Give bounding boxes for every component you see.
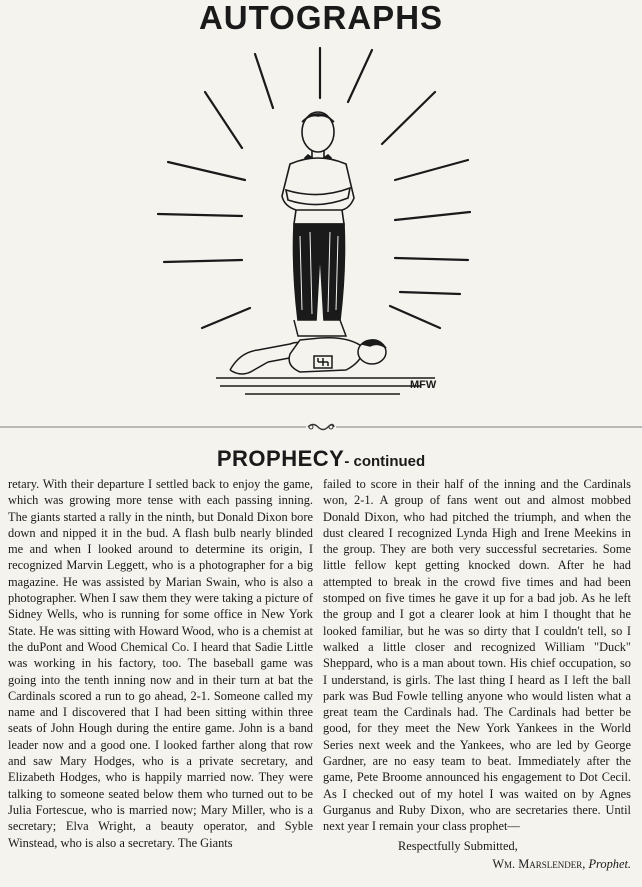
closing-block: [323, 838, 631, 873]
signer-role: Prophet.: [588, 856, 631, 871]
section-heading: [0, 446, 642, 472]
prophecy-column-right: [323, 476, 631, 872]
signer-name: Wm. Marslender,: [492, 856, 586, 871]
page-title: AUTOGRAPHS: [198, 0, 444, 36]
autograph-illustration: [150, 40, 480, 405]
section-title: PROPHECY: [216, 446, 345, 471]
lying-figure: [230, 320, 386, 374]
closing-line: Respectfully Submitted,: [398, 838, 518, 853]
artist-signature: MFW: [410, 379, 437, 391]
prophecy-text-right: failed to score in their half of the inning and the Cardinals won, 2-1. A group of fans went out and almost mobbed Donald Dixon, who had pitched the triumph, and when the dust cleared I recognized Lynda High and Irene Meekins in the group. They are both very successful secretaries. Some little fellow kept getting knocked down. After he had attempted to break in the crowd five times and had been stomped on five times he gave it up for a bad job. As he left the group and I got a clearer look at him I thought that he looked familiar, but he was so dirty that I couldn't tell, so I walked a little closer and recognized William "Duck" Sheppard, who is a man about town. His chief occupation, so I understand, is girls. The last thing I heard as I left the ball park was Bud Fowle telling anyone who would listen what a great team the Cardinals had. The Cardinals had better be good, for they meet the New York Yankees in the World Series next week and the Yankees, who are led by George Gardner, are no easy team to beat. Immediately after the game, Pete Broome announced his engagement to Dot Cecil. As I checked out of my hotel I was waited on by Agnes Gurganus and Ruby Dixon, who are secretaries there. Until next year I remain your class prophet—: [323, 477, 631, 834]
prophecy-text-left: retary. With their departure I settled back to enjoy the game, which was growing more tense with each passing inning. The giants started a rally in the ninth, but Donald Dixon bore down and nipped it in the bud. A flash bulb nearly blinded me and when I looked around to determine its origin, I recognized Marvin Leggett, who is a photographer for a big magazine. He was assisted by Marian Swain, who is also a photographer. When I saw them they were taking a picture of Sidney Wells, who is running for some office in New York State. He was sitting with Howard Wood, who is a chemist at the duPont and Wood Chemical Co. I heard that Sadie Little was working in his factory, too. The baseball game was going into the tenth inning now and in their turn at bat the Cardinals scored a run to go ahead, 2-1. Someone called my name and I discovered that I had been sitting within three seats of John Hough during the entire game. John is a band leader now and a good one. I looked farther along that row and saw Mary Hodges, who is a private secretary, and Elizabeth Hodges, who is happily married now. They were talking to someone seated below them who turned out to be Julia Fortescue, who is married now; Mary Miller, who is a secretary; Elva Wright, a beauty operator, and Syble Winstead, who is also a secretary. The Giants: [8, 477, 313, 850]
prophecy-column-left: [8, 476, 313, 851]
signature-line: [323, 856, 631, 872]
section-subtitle: - continued: [344, 453, 426, 470]
ground-lines: [216, 378, 435, 394]
standing-figure: [282, 112, 354, 320]
section-divider: [0, 423, 642, 431]
